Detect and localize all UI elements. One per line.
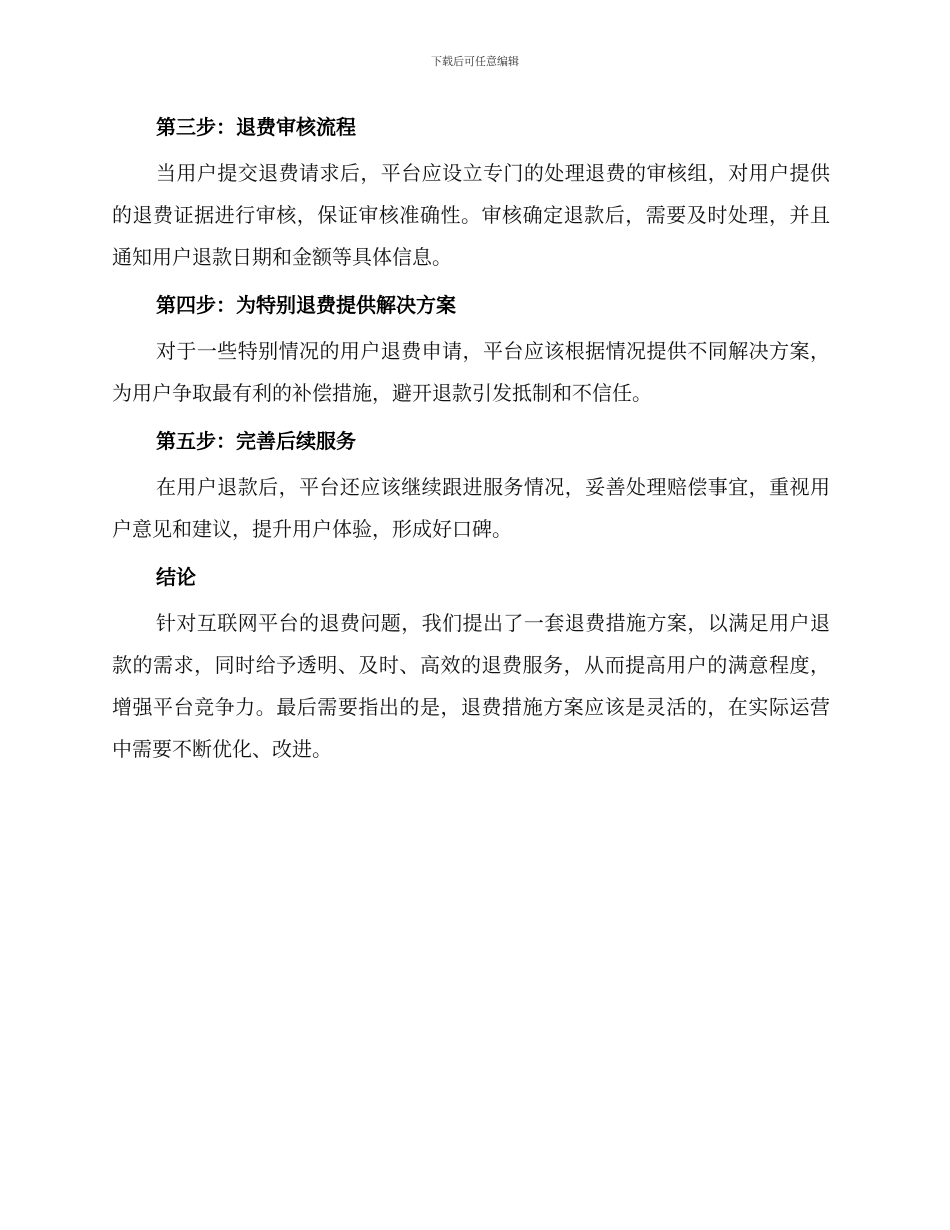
section-paragraph: 针对互联网平台的退费问题，我们提出了一套退费措施方案，以满足用户退款的需求，同时给予透明、及时、高效的退费服务，从而提高用户的满意程度，增强平台竞争力。最后需要指出的是，退费措施方案应该是灵活的，在实际运营中需要不断优化、改进。 xyxy=(112,611,830,761)
section-heading: 结论 xyxy=(156,565,196,589)
section-step-four xyxy=(112,288,830,414)
section-heading: 第四步：为特别退费提供解决方案 xyxy=(156,293,456,317)
document-body xyxy=(112,110,830,780)
section-paragraph: 当用户提交退费请求后，平台应设立专门的处理退费的审核组，对用户提供的退费证据进行审核，保证审核准确性。审核确定退款后，需要及时处理，并且通知用户退款日期和金额等具体信息。 xyxy=(112,161,830,269)
section-step-five xyxy=(112,424,830,550)
section-heading: 第三步：退费审核流程 xyxy=(156,115,356,139)
section-step-three xyxy=(112,110,830,278)
section-paragraph: 在用户退款后，平台还应该继续跟进服务情况，妥善处理赔偿事宜，重视用户意见和建议，提升用户体验，形成好口碑。 xyxy=(112,475,830,541)
page-header: 下载后可任意编辑 xyxy=(431,55,519,68)
section-heading: 第五步：完善后续服务 xyxy=(156,429,356,453)
section-paragraph: 对于一些特别情况的用户退费申请，平台应该根据情况提供不同解决方案，为用户争取最有利的补偿措施，避开退款引发抵制和不信任。 xyxy=(112,339,830,405)
section-conclusion xyxy=(112,560,830,770)
